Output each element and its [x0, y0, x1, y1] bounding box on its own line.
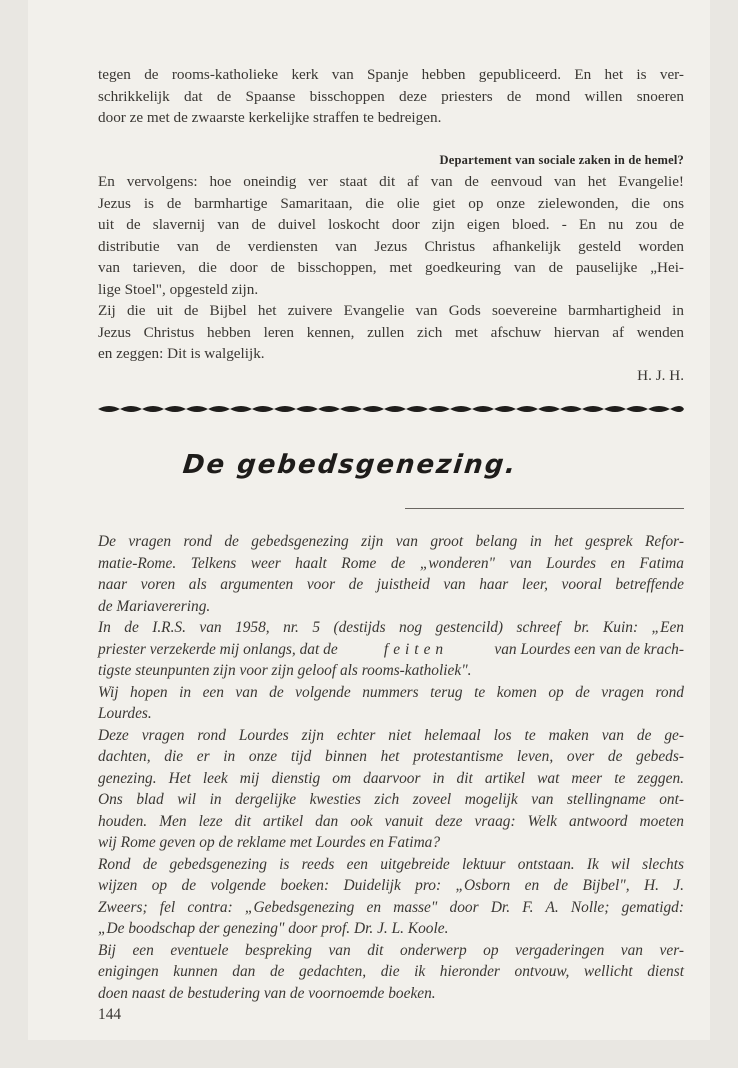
text-line: De vragen rond de gebedsgenezing zijn van groot belang in het gesprek Refor-	[98, 533, 684, 550]
text-line: Wij hopen in een van de volgende nummers terug te komen op de vragen rond	[98, 683, 684, 701]
text-line: van tarieven, die door de bisschoppen, met goedkeuring van de pauselijke „Hei-	[98, 259, 684, 276]
wavy-divider-ornament	[98, 402, 684, 416]
page-number: 144	[98, 1006, 122, 1023]
text-line: Rond de gebedsgenezing is reeds een uitgebreide lektuur ontstaan. Ik wil slechts	[98, 855, 684, 873]
text-line: distributie van de verdiensten van Jezus Christus afhankelijk gesteld worden	[98, 237, 684, 255]
text-line: matie-Rome. Telkens weer haalt Rome de „wonderen" van Lourdes en Fatima	[98, 554, 684, 572]
article-title: De gebedsgenezing.	[181, 450, 519, 480]
section-subheading: Departement van sociale zaken in de hemel?	[439, 153, 684, 167]
text-line: enigingen kunnen dan de gedachten, die ik hieronder ontvouw, wellicht dienst	[98, 963, 684, 980]
text-line: Jezus Christus hebben leren kennen, zullen zich met afschuw hiervan af wenden	[98, 323, 684, 341]
text-line: doen naast de bestudering van de voornoemde boeken.	[98, 984, 436, 1002]
text-line: de Mariaverering.	[98, 597, 211, 615]
text-line: Ons blad wil in dergelijke kwesties zich zoveel mogelijk van stellingname ont-	[98, 791, 684, 808]
text-line: tegen de rooms-katholieke kerk van Spanje hebben gepubliceerd. En het is ver-	[98, 66, 684, 83]
text-line: naar voren als argumenten voor de juistheid van haar leer, vooral betreffende	[98, 576, 684, 593]
paragraph-2	[98, 171, 684, 386]
text-segment: van Lourdes een van de krach-	[494, 640, 684, 658]
text-line: houden. Men leze dit artikel dan ook vanuit deze vraag: Welk antwoord moeten	[98, 812, 684, 830]
text-line: Jezus is de barmhartige Samaritaan, die olie giet op onze zielewonden, die ons	[98, 194, 684, 212]
text-line: In de I.R.S. van 1958, nr. 5 (destijds nog gestencild) schreef br. Kuin: „Een	[98, 619, 684, 636]
text-line: En vervolgens: hoe oneindig ver staat dit af van de eenvoud van het Evangelie!	[98, 173, 684, 190]
signature: H. J. H.	[637, 366, 684, 384]
text-line: Zweers; fel contra: „Gebedsgenezing en masse" door Dr. F. A. Nolle; gematigd:	[98, 898, 684, 916]
text-line: Zij die uit de Bijbel het zuivere Evangelie van Gods soevereine barmhartigheid in	[98, 302, 684, 319]
text-line: Deze vragen rond Lourdes zijn echter niet helemaal los te maken van de ge-	[98, 726, 684, 744]
text-line: genezing. Het leek mij dienstig om daarvoor in dit artikel wat meer te zeggen.	[98, 769, 684, 787]
text-line: door ze met de zwaarste kerkelijke straffen te bedreigen.	[98, 109, 442, 126]
text-line: Lourdes.	[98, 705, 152, 722]
text-line: Bij een eventuele bespreking van dit onderwerp op vergaderingen van ver-	[98, 941, 684, 959]
text-line: „De boodschap der genezing" door prof. Dr. J. L. Koole.	[98, 920, 449, 937]
text-line: uit de slavernij van de duivel loskocht door zijn eigen bloed. - En nu zou de	[98, 216, 684, 233]
text-line: schrikkelijk dat de Spaanse bisschoppen deze priesters de mond willen snoeren	[98, 87, 684, 105]
intro-paragraph	[98, 64, 684, 129]
text-line: en zeggen: Dit is walgelijk.	[98, 345, 265, 362]
text-line: tigste steunpunten zijn voor zijn geloof als rooms-katholiek".	[98, 662, 472, 679]
emphasized-word: feiten	[383, 640, 449, 658]
text-segment: priester verzekerde mij onlangs, dat de	[98, 640, 338, 658]
text-line: dachten, die er in onze tijd binnen het protestantisme leven, over de gebeds-	[98, 748, 684, 765]
text-line: wijzen op de volgende boeken: Duidelijk pro: „Osborn en de Bijbel", H. J.	[98, 877, 684, 894]
article-body	[98, 531, 684, 1026]
text-line: lige Stoel", opgesteld zijn.	[98, 280, 259, 298]
text-line: wij Rome geven op de reklame met Lourdes en Fatima?	[98, 834, 441, 851]
text-line	[98, 639, 684, 661]
title-underline	[405, 508, 684, 509]
